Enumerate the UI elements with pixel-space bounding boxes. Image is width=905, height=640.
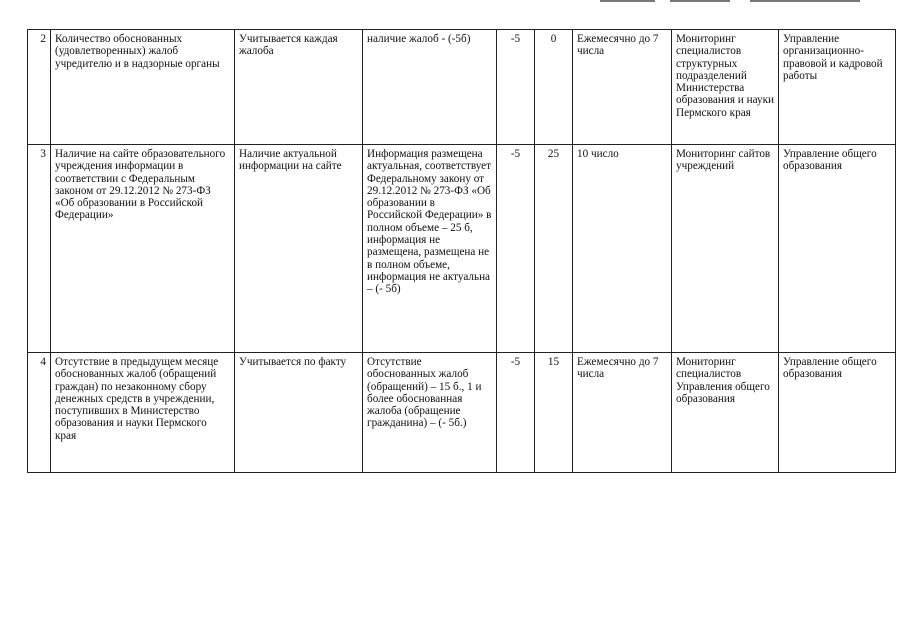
- frequency-cell: 10 число: [573, 145, 672, 353]
- frequency-cell: Ежемесячно до 7 числа: [573, 353, 672, 473]
- indicator-cell: Отсутствие в предыдущем месяце обоснованных жалоб (обращений граждан) по незаконному сбору денежных средств в учреждении, поступивших в Министерство образования и науки Пермского края: [51, 353, 235, 473]
- table-row: [28, 353, 896, 473]
- scan-artifact-line: [600, 0, 900, 2]
- row-number: 3: [28, 145, 51, 353]
- min-score-cell: -5: [497, 145, 535, 353]
- table-row: [28, 145, 896, 353]
- method-cell: Наличие актуальной информации на сайте: [235, 145, 363, 353]
- indicator-cell: Количество обоснованных (удовлетворенных) жалоб учредителю и в надзорные органы: [51, 30, 235, 145]
- method-cell: Учитывается каждая жалоба: [235, 30, 363, 145]
- row-number: 2: [28, 30, 51, 145]
- responsible-cell: Управление организационно-правовой и кадровой работы: [779, 30, 896, 145]
- min-score-cell: -5: [497, 30, 535, 145]
- source-cell: Мониторинг специалистов структурных подразделений Министерства образования и науки Пермского края: [672, 30, 779, 145]
- row-number: 4: [28, 353, 51, 473]
- source-cell: Мониторинг сайтов учреждений: [672, 145, 779, 353]
- method-cell: Учитывается по факту: [235, 353, 363, 473]
- criteria-cell: наличие жалоб - (-5б): [363, 30, 497, 145]
- max-score-cell: 0: [535, 30, 573, 145]
- responsible-cell: Управление общего образования: [779, 353, 896, 473]
- table-row: [28, 30, 896, 145]
- min-score-cell: -5: [497, 353, 535, 473]
- criteria-cell: Отсутствие обоснованных жалоб (обращений) – 15 б., 1 и более обоснованная жалоба (обращение гражданина) – (- 5б.): [363, 353, 497, 473]
- source-cell: Мониторинг специалистов Управления общего образования: [672, 353, 779, 473]
- max-score-cell: 15: [535, 353, 573, 473]
- responsible-cell: Управление общего образования: [779, 145, 896, 353]
- criteria-cell: Информация размещена актуальная, соответствует Федеральному закону от 29.12.2012 № 273-ФЗ «Об образовании в Российской Федерации» в полном объеме – 25 б, информация не размещена, размещена не в полном объеме, информация не актуальна – (- 5б): [363, 145, 497, 353]
- indicator-cell: Наличие на сайте образовательного учреждения информации в соответствии с Федеральным законом от 29.12.2012 № 273-ФЗ «Об образовании в Российской Федерации»: [51, 145, 235, 353]
- frequency-cell: Ежемесячно до 7 числа: [573, 30, 672, 145]
- max-score-cell: 25: [535, 145, 573, 353]
- criteria-table: [27, 29, 896, 473]
